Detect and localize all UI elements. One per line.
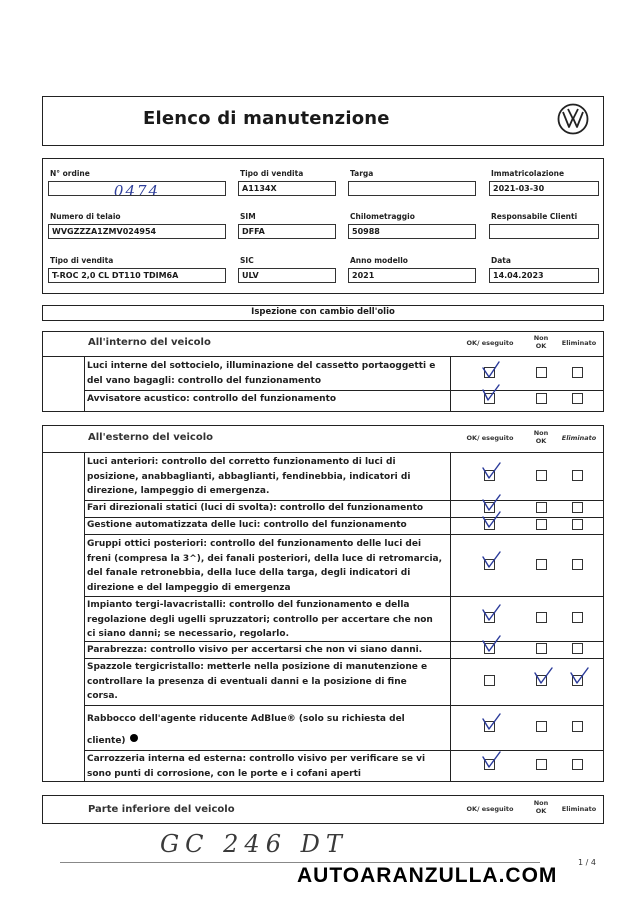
sim-field[interactable]: DFFA <box>238 224 336 239</box>
plate-label: Targa <box>350 169 374 178</box>
sale-type-label: Tipo di vendita <box>240 169 304 178</box>
exterior-item-front-lights: Luci anteriori: controllo del corretto funzionamento di luci di posizione, anabbaglianti, abbaglianti, fendinebbia, indicatori di direzione, lampeggio di emergenza. <box>87 457 411 496</box>
client-label: Responsabile Clienti <box>491 212 578 221</box>
order-label: N° ordine <box>50 169 90 178</box>
exterior-section-title: All'esterno del veicolo <box>88 432 214 443</box>
check-mark-icon <box>481 494 503 512</box>
divider <box>42 452 604 453</box>
plate-field[interactable] <box>348 181 476 196</box>
watermark: AUTOARANZULLA.COM <box>297 864 558 887</box>
exterior-col-not-ok: Non OK <box>533 429 549 445</box>
chassis-field[interactable]: WVGZZZA1ZMV024954 <box>48 224 226 239</box>
exterior-item-wipers-washers: Impianto tergi-lavacristalli: controllo del funzionamento e della regolazione degli ugelli spruzzatori; controllo per accertare che non ci siano danni; se necessario, regolarlo. <box>87 600 433 639</box>
exterior-item-auto-lights: Gestione automatizzata delle luci: controllo del funzionamento <box>87 520 407 530</box>
exterior-item-windscreen: Parabrezza: controllo visivo per accertarsi che non vi siano danni. <box>87 645 423 655</box>
sim-label: SIM <box>240 212 256 221</box>
interior-item-lights: Luci interne del sottocielo, illuminazione del cassetto portaoggetti e del vano bagagli: controllo del funzionamento <box>87 361 436 386</box>
divider <box>450 356 451 411</box>
check-mark-icon <box>481 604 503 622</box>
page-number: 1 / 4 <box>578 858 596 867</box>
sic-label: SIC <box>240 256 254 265</box>
checkbox-not-ok[interactable] <box>536 643 547 654</box>
divider <box>42 356 604 357</box>
check-mark-icon <box>569 667 591 685</box>
underbody-col-removed: Eliminato <box>561 805 597 813</box>
checkbox-removed[interactable] <box>572 519 583 530</box>
check-mark-icon <box>481 751 503 769</box>
checkbox-not-ok[interactable] <box>536 559 547 570</box>
checkbox-not-ok[interactable] <box>536 502 547 513</box>
checkbox-not-ok[interactable] <box>536 367 547 378</box>
client-field[interactable] <box>489 224 599 239</box>
underbody-col-ok: OK/ eseguito <box>466 805 514 813</box>
checkbox-not-ok[interactable] <box>536 759 547 770</box>
check-mark-icon <box>533 667 555 685</box>
checkbox-removed[interactable] <box>572 759 583 770</box>
handwritten-note: GC 246 DT <box>160 830 348 858</box>
checkbox-removed[interactable] <box>572 559 583 570</box>
bullet-dot-icon <box>130 734 138 742</box>
checkbox-removed[interactable] <box>572 470 583 481</box>
exterior-item-bodywork: Carrozzeria interna ed esterna: controllo visivo per verificare se vi sono punti di corrosione, con le porte e i cofani aperti <box>87 754 426 779</box>
checkbox-removed[interactable] <box>572 367 583 378</box>
model-year-field[interactable]: 2021 <box>348 268 476 283</box>
check-mark-icon <box>480 384 502 402</box>
exterior-item-adblue: Rabbocco dell'agente riducente AdBlue® (solo su richiesta del cliente) <box>87 714 405 746</box>
exterior-item-cornering-lights: Fari direzionali statici (luci di svolta): controllo del funzionamento <box>87 503 424 513</box>
checkbox-ok[interactable] <box>484 675 495 686</box>
km-label: Chilometraggio <box>350 212 415 221</box>
order-field[interactable] <box>48 181 226 196</box>
interior-col-not-ok: Non OK <box>533 334 549 350</box>
page-title: Elenco di manutenzione <box>143 108 390 129</box>
divider <box>450 452 451 781</box>
vehicle-type-label: Tipo di vendita <box>50 256 114 265</box>
interior-item-horn: Avvisatore acustico: controllo del funzionamento <box>87 394 337 404</box>
underbody-section-title: Parte inferiore del veicolo <box>88 804 235 815</box>
divider <box>84 390 604 391</box>
checkbox-not-ok[interactable] <box>536 721 547 732</box>
vw-logo-icon <box>557 103 589 135</box>
checkbox-removed[interactable] <box>572 502 583 513</box>
checkbox-removed[interactable] <box>572 721 583 732</box>
sic-field[interactable]: ULV <box>238 268 336 283</box>
sale-type-field[interactable]: A1134X <box>238 181 336 196</box>
checkbox-not-ok[interactable] <box>536 612 547 623</box>
checkbox-removed[interactable] <box>572 393 583 404</box>
check-mark-icon <box>481 462 503 480</box>
divider <box>84 658 604 659</box>
inspection-banner: Ispezione con cambio dell'olio <box>42 305 604 321</box>
exterior-item-wiper-blades: Spazzole tergicristallo: metterle nella posizione di manutenzione e controllare la presenza di eventuali danni e la posizione di fine corsa. <box>87 662 428 701</box>
check-mark-icon <box>481 551 503 569</box>
underbody-col-not-ok: Non OK <box>533 799 549 815</box>
date-label: Data <box>491 256 511 265</box>
interior-col-removed: Eliminato <box>561 339 597 347</box>
check-mark-icon <box>481 713 503 731</box>
vehicle-type-field[interactable]: T-ROC 2,0 CL DT110 TDIM6A <box>48 268 226 283</box>
check-mark-icon <box>481 635 503 653</box>
order-value: 0474 <box>113 182 161 196</box>
interior-section-title: All'interno del veicolo <box>88 337 211 348</box>
interior-col-ok: OK/ eseguito <box>466 339 514 347</box>
divider <box>60 862 540 863</box>
chassis-label: Numero di telaio <box>50 212 121 221</box>
exterior-item-rear-lights: Gruppi ottici posteriori: controllo del funzionamento delle luci dei freni (compresa la 3^), dei fanali posteriori, della luce di retromarcia, del fanale retronebbia, della luce della targa, degli indicatori di direzione e del lampeggio di emergenza <box>87 539 443 593</box>
divider <box>84 705 604 706</box>
exterior-col-ok: OK/ eseguito <box>466 434 514 442</box>
registration-field[interactable]: 2021-03-30 <box>489 181 599 196</box>
check-mark-icon <box>481 511 503 529</box>
checkbox-not-ok[interactable] <box>536 393 547 404</box>
exterior-col-removed: Eliminato <box>561 434 597 442</box>
checkbox-removed[interactable] <box>572 643 583 654</box>
model-year-label: Anno modello <box>350 256 408 265</box>
divider <box>84 534 604 535</box>
registration-label: Immatricolazione <box>491 169 565 178</box>
divider <box>84 596 604 597</box>
divider <box>84 452 85 781</box>
checkbox-removed[interactable] <box>572 612 583 623</box>
checkbox-not-ok[interactable] <box>536 519 547 530</box>
date-field[interactable]: 14.04.2023 <box>489 268 599 283</box>
km-field[interactable]: 50988 <box>348 224 476 239</box>
check-mark-icon <box>481 361 503 379</box>
divider <box>84 356 85 411</box>
checkbox-not-ok[interactable] <box>536 470 547 481</box>
